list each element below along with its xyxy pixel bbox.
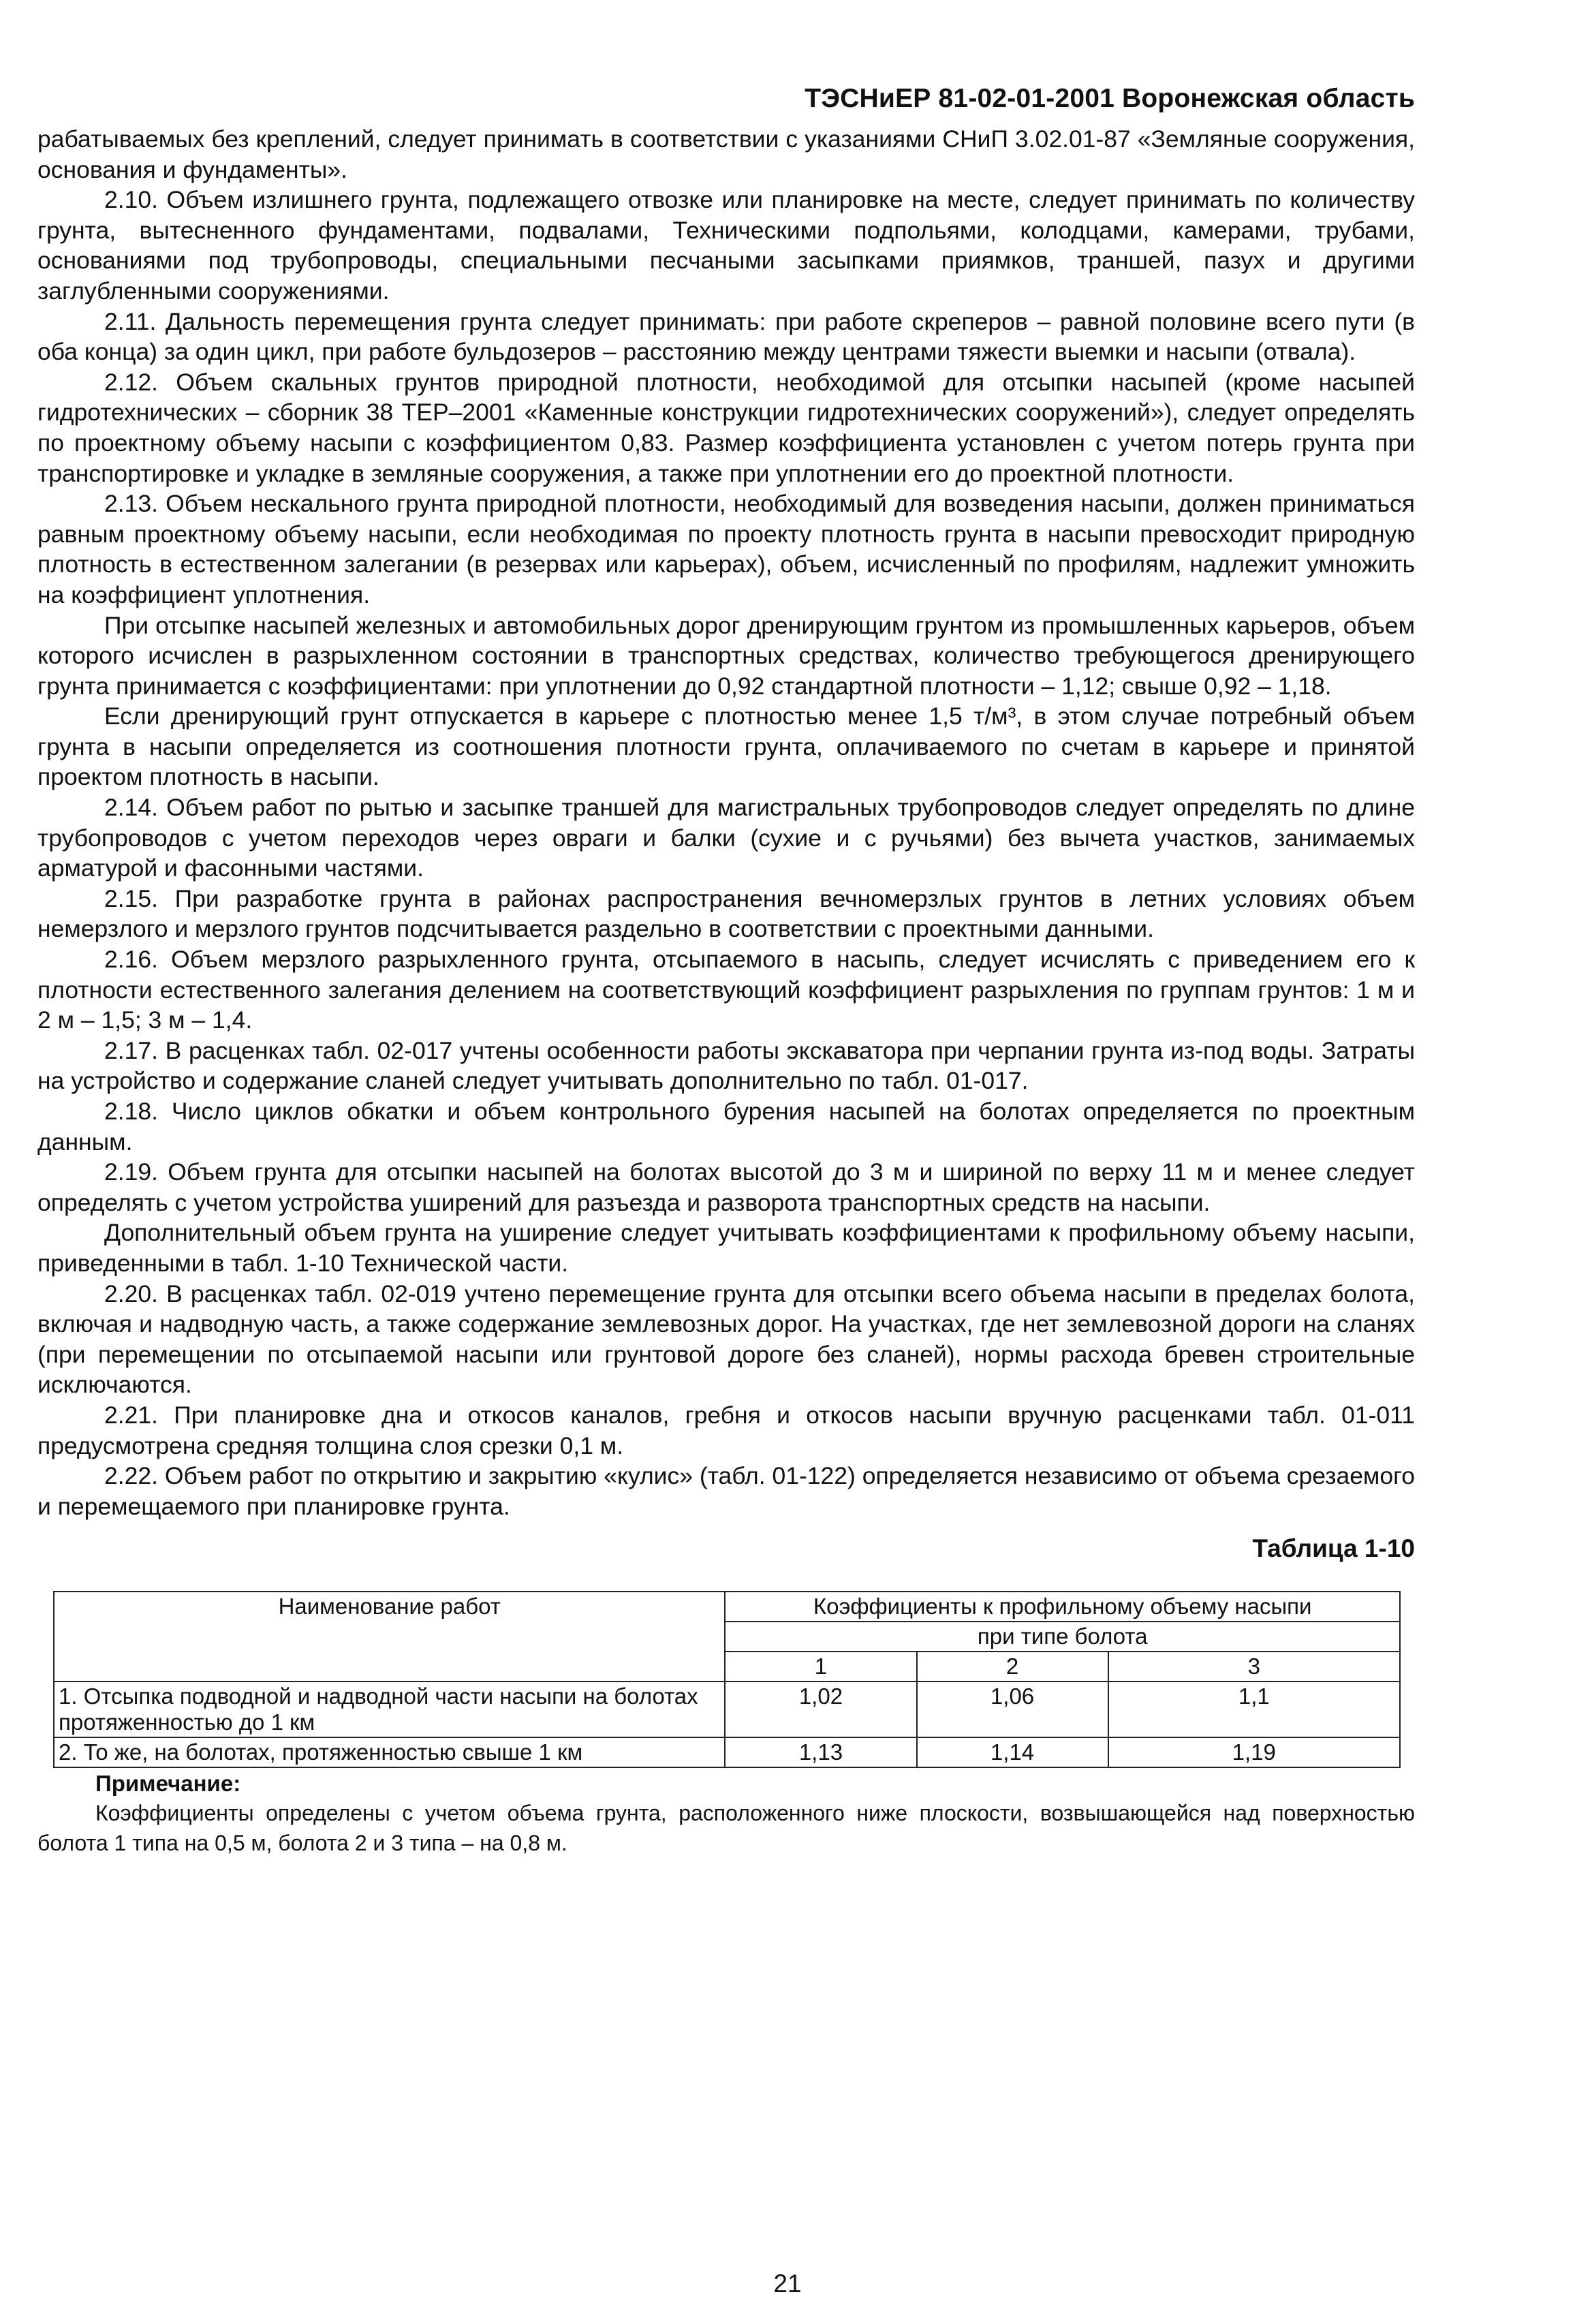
paragraph: 2.20. В расценках табл. 02-019 учтено перемещение грунта для отсыпки всего объема насыпи в пределах болота, включая и надводную часть, а также содержание землевозных дорог. На участках, где нет землевозной дороги на сланях (при перемещении по отсыпаемой насыпи или грунтовой дороге без сланей), нормы расхода бревен строительные исключаются. [37, 1280, 1415, 1399]
note-text: Коэффициенты определены с учетом объема грунта, расположенного ниже плоскости, возвышающейся над поверхностью болота 1 типа на 0,5 м, болота 2 и 3 типа – на 0,8 м. [37, 1801, 1415, 1856]
paragraph: Если дренирующий грунт отпускается в карьере с плотностью менее 1,5 т/м³, в этом случае потребный объем грунта в насыпи определяется из соотношения плотности грунта, оплачиваемого по счетам в карьере и принятой проектом плотность в насыпи. [37, 702, 1415, 791]
table-row [54, 1737, 1400, 1767]
table-header-row [54, 1592, 1400, 1622]
body-text [37, 124, 1415, 1521]
value-cell: 1,06 [917, 1682, 1108, 1737]
paragraph: 2.15. При разработке грунта в районах распространения вечномерзлых грунтов в летних условиях объем немерзлого и мерзлого грунтов подсчитывается раздельно в соответствии с проектными данными. [37, 884, 1415, 943]
paragraph: 2.16. Объем мерзлого разрыхленного грунта, отсыпаемого в насыпь, следует исчислять с приведением его к плотности естественного залегания делением на соответствующий коэффициент разрыхления по группам грунтов: 1 м и 2 м – 1,5; 3 м – 1,4. [37, 946, 1415, 1034]
row-name-cell: 2. То же, на болотах, протяженностью свыше 1 км [54, 1737, 725, 1767]
paragraph: рабатываемых без креплений, следует принимать в соответствии с указаниями СНиП 3.02.01-87 «Земляные сооружения, основания и фундаменты». [37, 125, 1415, 183]
value-cell: 1,19 [1108, 1737, 1400, 1767]
paragraph: При отсыпке насыпей железных и автомобильных дорог дренирующим грунтом из промышленных карьеров, объем которого исчислен в разрыхленном состоянии в транспортных средствах, количество требующегося дренирующего грунта принимается с коэффициентами: при уплотнении до 0,92 стандартной плотности – 1,12; свыше 0,92 – 1,18. [37, 611, 1415, 700]
type-cell: 1 [725, 1652, 916, 1682]
note-title: Примечание: [95, 1771, 241, 1797]
paragraph: 2.18. Число циклов обкатки и объем контрольного бурения насыпей на болотах определяется по проектным данным. [37, 1098, 1415, 1156]
header-type-cell: при типе болота [725, 1622, 1400, 1652]
header-name-cell: Наименование работ [54, 1592, 725, 1682]
paragraph: 2.22. Объем работ по открытию и закрытию «кулис» (табл. 01-122) определяется независимо от объема срезаемого и перемещаемого при планировке грунта. [37, 1462, 1415, 1520]
header-coef-cell: Коэффициенты к профильному объему насыпи [725, 1592, 1400, 1622]
paragraph: Дополнительный объем грунта на уширение следует учитывать коэффициентами к профильному объему насыпи, приведенными в табл. 1-10 Технической части. [37, 1219, 1415, 1277]
value-cell: 1,1 [1108, 1682, 1400, 1737]
paragraph: 2.13. Объем нескального грунта природной плотности, необходимый для возведения насыпи, должен приниматься равным проектному объему насыпи, если необходимая по проекту плотность грунта в насыпи превосходит природную плотность в естественном залегании (в резервах или карьерах), объем, исчисленный по профилям, надлежит умножить на коэффициент уплотнения. [37, 490, 1415, 608]
document-header: ТЭСНиЕР 81-02-01-2001 Воронежская область [805, 84, 1415, 113]
paragraph: 2.12. Объем скальных грунтов природной плотности, необходимой для отсыпки насыпей (кроме насыпей гидротехнических – сборник 38 ТЕР–2001 «Каменные конструкции гидротехнических сооружений»), следует определять по проектному объему насыпи с коэффициентом 0,83. Размер коэффициента установлен с учетом потерь грунта при транспортировке и укладке в земляные сооружения, а также при уплотнении его до проектной плотности. [37, 368, 1415, 487]
paragraph: 2.19. Объем грунта для отсыпки насыпей на болотах высотой до 3 м и шириной по верху 11 м и менее следует определять с учетом устройства уширений для разъезда и разворота транспортных средств на насыпи. [37, 1158, 1415, 1216]
value-cell: 1,13 [725, 1737, 916, 1767]
row-name-cell: 1. Отсыпка подводной и надводной части насыпи на болотах протяженностью до 1 км [54, 1682, 725, 1737]
paragraph: 2.21. При планировке дна и откосов каналов, гребня и откосов насыпи вручную расценками табл. 01-011 предусмотрена средняя толщина слоя срезки 0,1 м. [37, 1401, 1415, 1459]
type-cell: 2 [917, 1652, 1108, 1682]
value-cell: 1,14 [917, 1737, 1108, 1767]
coefficients-table [53, 1591, 1401, 1768]
page-number: 21 [773, 2269, 802, 2297]
value-cell: 1,02 [725, 1682, 916, 1737]
paragraph: 2.11. Дальность перемещения грунта следует принимать: при работе скреперов – равной половине всего пути (в оба конца) за один цикл, при работе бульдозеров – расстоянию между центрами тяжести выемки и насыпи (отвала). [37, 307, 1415, 366]
table-title: Таблица 1-10 [1252, 1534, 1415, 1563]
paragraph: 2.17. В расценках табл. 02-017 учтены особенности работы экскаватора при черпании грунта из-под воды. Затраты на устройство и содержание сланей следует учитывать дополнительно по табл. 01-017. [37, 1036, 1415, 1095]
table-row [54, 1682, 1400, 1737]
paragraph: 2.10. Объем излишнего грунта, подлежащего отвозке или планировке на месте, следует принимать по количеству грунта, вытесненного фундаментами, подвалами, Техническими подпольями, колодцами, камерами, трубами, основаниями под трубопроводы, специальными песчаными засыпками приямков, траншей, пазух и другими заглубленными сооружениями. [37, 186, 1415, 305]
paragraph: 2.14. Объем работ по рытью и засыпке траншей для магистральных трубопроводов следует определять по длине трубопроводов с учетом переходов через овраги и балки (сухие и с ручьями) без вычета участков, занимаемых арматурой и фасонными частями. [37, 794, 1415, 882]
type-cell: 3 [1108, 1652, 1400, 1682]
